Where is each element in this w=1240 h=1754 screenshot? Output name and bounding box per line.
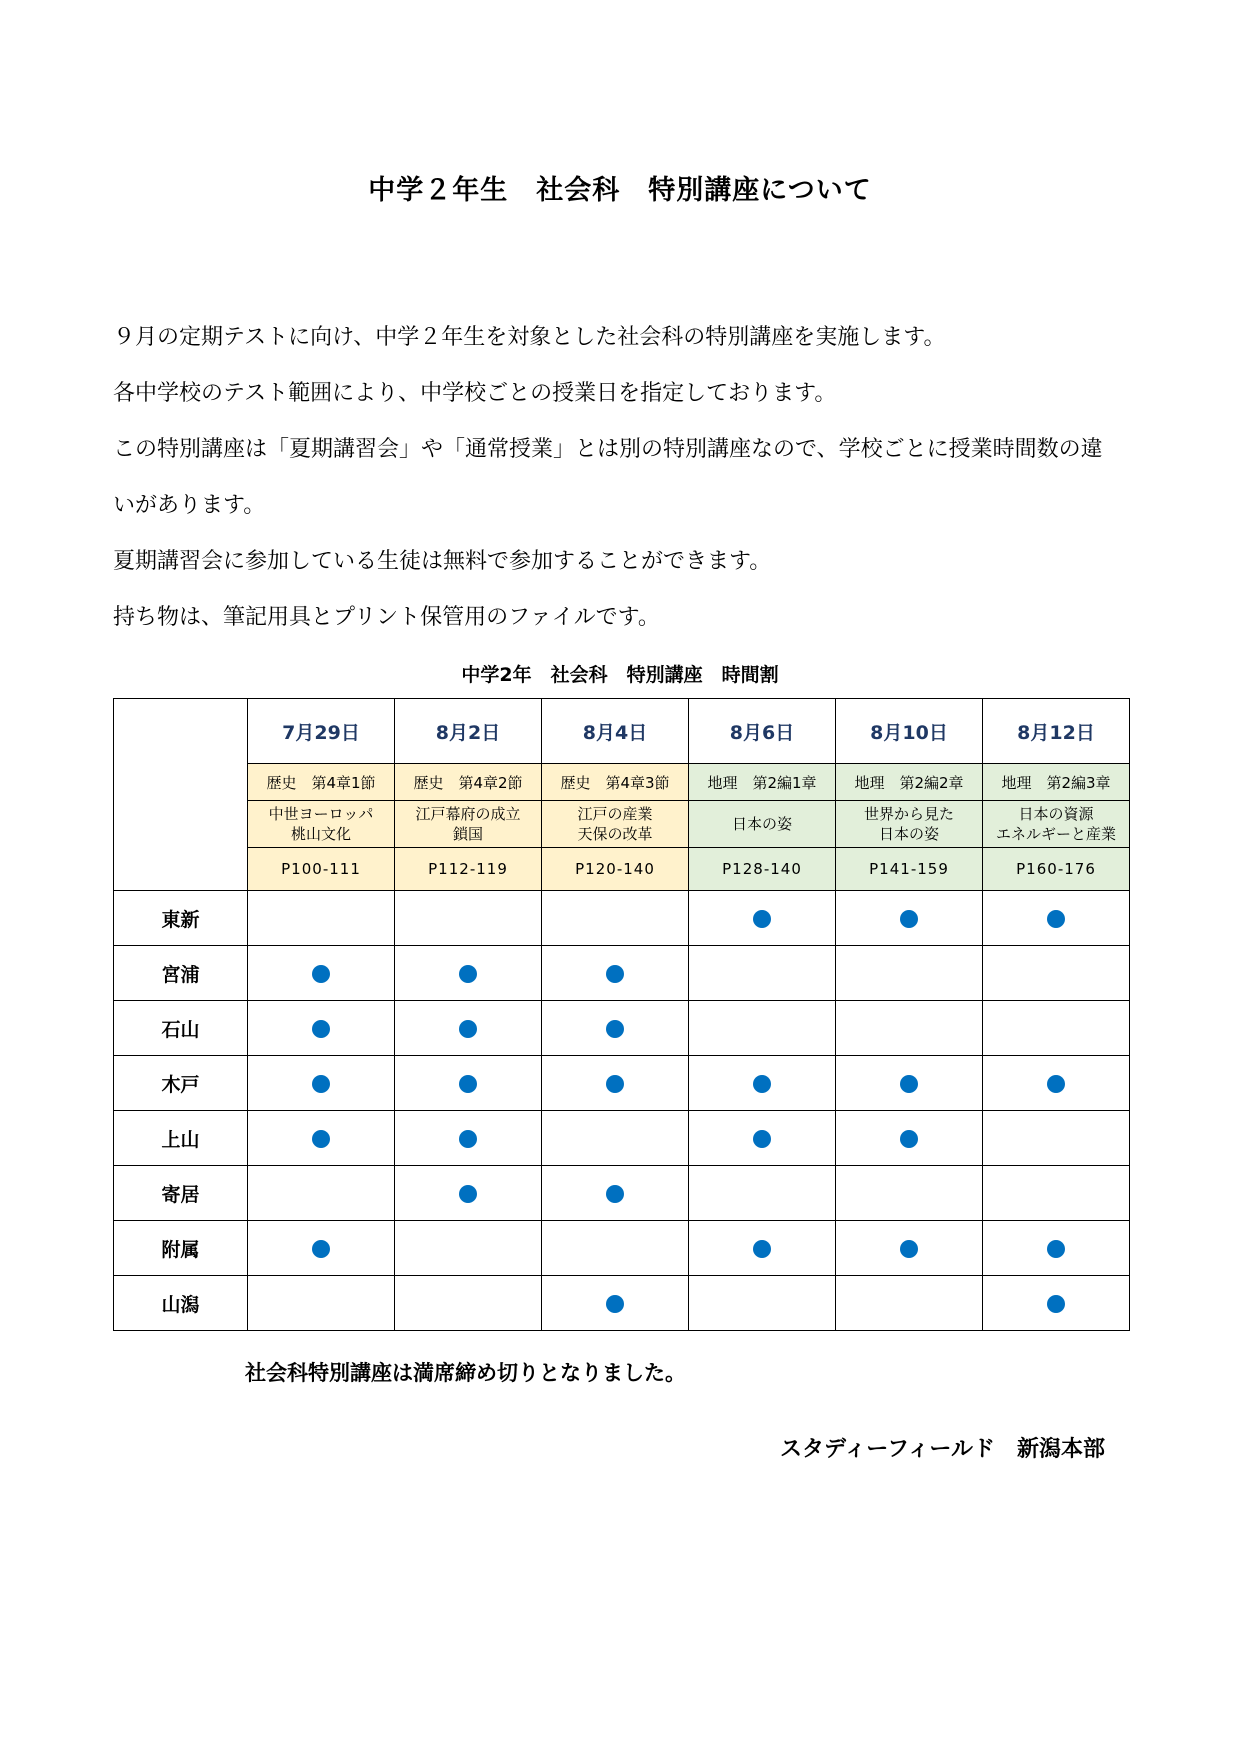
corner-cell bbox=[114, 764, 248, 801]
date-header-row bbox=[114, 699, 1130, 764]
attendance-cell bbox=[836, 1001, 983, 1056]
attendance-dot-icon bbox=[606, 1020, 624, 1038]
intro-paragraph: 持ち物は、筆記用具とプリント保管用のファイルです。 bbox=[113, 605, 660, 630]
attendance-cell bbox=[983, 946, 1130, 1001]
attendance-dot-icon bbox=[459, 965, 477, 983]
attendance-cell bbox=[248, 1111, 395, 1166]
attendance-cell bbox=[836, 1221, 983, 1276]
attendance-cell bbox=[395, 1166, 542, 1221]
attendance-cell bbox=[983, 891, 1130, 946]
attendance-dot-icon bbox=[459, 1130, 477, 1148]
date-cell: 7月29日 bbox=[248, 699, 395, 764]
topic-cell: 中世ヨーロッパ 桃山文化 bbox=[248, 801, 395, 848]
attendance-cell bbox=[395, 1221, 542, 1276]
attendance-cell bbox=[689, 1276, 836, 1331]
attendance-cell bbox=[395, 1056, 542, 1111]
attendance-cell bbox=[689, 946, 836, 1001]
attendance-cell bbox=[689, 1166, 836, 1221]
school-row bbox=[114, 1221, 1130, 1276]
timetable bbox=[113, 698, 1130, 1331]
page-range-cell: P141-159 bbox=[836, 848, 983, 891]
attendance-cell bbox=[395, 1276, 542, 1331]
attendance-dot-icon bbox=[606, 1185, 624, 1203]
attendance-cell bbox=[248, 1166, 395, 1221]
unit-cell: 歴史 第4章1節 bbox=[248, 764, 395, 801]
attendance-dot-icon bbox=[900, 910, 918, 928]
unit-cell: 地理 第2編3章 bbox=[983, 764, 1130, 801]
corner-cell bbox=[114, 801, 248, 848]
attendance-cell bbox=[983, 1221, 1130, 1276]
attendance-cell bbox=[248, 1056, 395, 1111]
page-range-cell: P100-111 bbox=[248, 848, 395, 891]
attendance-dot-icon bbox=[606, 965, 624, 983]
intro-paragraph: 各中学校のテスト範囲により、中学校ごとの授業日を指定しております。 bbox=[113, 381, 837, 406]
attendance-dot-icon bbox=[900, 1240, 918, 1258]
topic-cell: 日本の資源 エネルギーと産業 bbox=[983, 801, 1130, 848]
attendance-cell bbox=[983, 1111, 1130, 1166]
attendance-cell bbox=[542, 1056, 689, 1111]
attendance-cell bbox=[836, 1056, 983, 1111]
attendance-dot-icon bbox=[753, 1075, 771, 1093]
signature: スタディーフィールド 新潟本部 bbox=[780, 1437, 1105, 1462]
school-row bbox=[114, 891, 1130, 946]
attendance-dot-icon bbox=[753, 1130, 771, 1148]
attendance-cell bbox=[983, 1001, 1130, 1056]
attendance-cell bbox=[248, 1221, 395, 1276]
attendance-cell bbox=[542, 1001, 689, 1056]
attendance-dot-icon bbox=[312, 965, 330, 983]
attendance-cell bbox=[542, 891, 689, 946]
school-name: 東新 bbox=[114, 891, 248, 946]
attendance-cell bbox=[983, 1276, 1130, 1331]
school-name: 木戸 bbox=[114, 1056, 248, 1111]
attendance-cell bbox=[689, 1001, 836, 1056]
attendance-dot-icon bbox=[1047, 1240, 1065, 1258]
attendance-dot-icon bbox=[900, 1130, 918, 1148]
school-row bbox=[114, 1056, 1130, 1111]
unit-cell: 地理 第2編2章 bbox=[836, 764, 983, 801]
school-row bbox=[114, 1276, 1130, 1331]
page-range-row bbox=[114, 848, 1130, 891]
attendance-cell bbox=[983, 1056, 1130, 1111]
page-title: 中学２年生 社会科 特別講座について bbox=[368, 175, 872, 206]
school-name: 附属 bbox=[114, 1221, 248, 1276]
unit-cell: 地理 第2編1章 bbox=[689, 764, 836, 801]
intro-paragraph: いがあります。 bbox=[113, 493, 266, 518]
topic-row bbox=[114, 801, 1130, 848]
attendance-cell bbox=[836, 891, 983, 946]
attendance-cell bbox=[542, 1221, 689, 1276]
attendance-dot-icon bbox=[312, 1020, 330, 1038]
attendance-cell bbox=[248, 946, 395, 1001]
page-range-cell: P120-140 bbox=[542, 848, 689, 891]
attendance-cell bbox=[395, 1001, 542, 1056]
intro-paragraph: この特別講座は「夏期講習会」や「通常授業」とは別の特別講座なので、学校ごとに授業時間数の違 bbox=[113, 437, 1103, 462]
date-cell: 8月6日 bbox=[689, 699, 836, 764]
attendance-cell bbox=[689, 891, 836, 946]
attendance-dot-icon bbox=[459, 1185, 477, 1203]
school-row bbox=[114, 1166, 1130, 1221]
school-name: 寄居 bbox=[114, 1166, 248, 1221]
attendance-cell bbox=[689, 1111, 836, 1166]
attendance-cell bbox=[542, 1111, 689, 1166]
corner-cell bbox=[114, 848, 248, 891]
attendance-cell bbox=[395, 1111, 542, 1166]
attendance-dot-icon bbox=[312, 1130, 330, 1148]
attendance-cell bbox=[542, 946, 689, 1001]
attendance-dot-icon bbox=[900, 1075, 918, 1093]
unit-row bbox=[114, 764, 1130, 801]
topic-cell: 江戸の産業 天保の改革 bbox=[542, 801, 689, 848]
intro-text bbox=[113, 310, 1133, 646]
attendance-cell bbox=[836, 1111, 983, 1166]
attendance-dot-icon bbox=[606, 1295, 624, 1313]
attendance-dot-icon bbox=[459, 1075, 477, 1093]
date-cell: 8月2日 bbox=[395, 699, 542, 764]
school-name: 上山 bbox=[114, 1111, 248, 1166]
attendance-cell bbox=[395, 946, 542, 1001]
date-cell: 8月12日 bbox=[983, 699, 1130, 764]
page-range-cell: P112-119 bbox=[395, 848, 542, 891]
unit-cell: 歴史 第4章2節 bbox=[395, 764, 542, 801]
attendance-dot-icon bbox=[753, 1240, 771, 1258]
page-range-cell: P128-140 bbox=[689, 848, 836, 891]
school-name: 宮浦 bbox=[114, 946, 248, 1001]
page-range-cell: P160-176 bbox=[983, 848, 1130, 891]
intro-paragraph: ９月の定期テストに向け、中学２年生を対象とした社会科の特別講座を実施します。 bbox=[113, 325, 946, 350]
attendance-cell bbox=[542, 1166, 689, 1221]
corner-cell bbox=[114, 699, 248, 764]
topic-cell: 江戸幕府の成立 鎖国 bbox=[395, 801, 542, 848]
school-row bbox=[114, 946, 1130, 1001]
topic-cell: 世界から見た 日本の姿 bbox=[836, 801, 983, 848]
attendance-cell bbox=[542, 1276, 689, 1331]
school-name: 山潟 bbox=[114, 1276, 248, 1331]
attendance-dot-icon bbox=[1047, 1295, 1065, 1313]
full-notice: 社会科特別講座は満席締め切りとなりました。 bbox=[245, 1361, 686, 1385]
attendance-cell bbox=[248, 891, 395, 946]
attendance-cell bbox=[689, 1056, 836, 1111]
attendance-dot-icon bbox=[1047, 910, 1065, 928]
unit-cell: 歴史 第4章3節 bbox=[542, 764, 689, 801]
school-row bbox=[114, 1111, 1130, 1166]
school-rows bbox=[114, 891, 1130, 1331]
attendance-cell bbox=[689, 1221, 836, 1276]
attendance-dot-icon bbox=[459, 1020, 477, 1038]
attendance-cell bbox=[248, 1001, 395, 1056]
attendance-cell bbox=[836, 1276, 983, 1331]
attendance-dot-icon bbox=[606, 1075, 624, 1093]
topic-cell: 日本の姿 bbox=[689, 801, 836, 848]
intro-paragraph: 夏期講習会に参加している生徒は無料で参加することができます。 bbox=[113, 549, 772, 574]
attendance-dot-icon bbox=[312, 1240, 330, 1258]
date-cell: 8月4日 bbox=[542, 699, 689, 764]
attendance-cell bbox=[836, 946, 983, 1001]
attendance-dot-icon bbox=[753, 910, 771, 928]
timetable-title: 中学2年 社会科 特別講座 時間割 bbox=[461, 664, 779, 686]
attendance-cell bbox=[836, 1166, 983, 1221]
school-row bbox=[114, 1001, 1130, 1056]
attendance-cell bbox=[395, 891, 542, 946]
date-cell: 8月10日 bbox=[836, 699, 983, 764]
school-name: 石山 bbox=[114, 1001, 248, 1056]
attendance-cell bbox=[983, 1166, 1130, 1221]
attendance-dot-icon bbox=[1047, 1075, 1065, 1093]
attendance-cell bbox=[248, 1276, 395, 1331]
attendance-dot-icon bbox=[312, 1075, 330, 1093]
